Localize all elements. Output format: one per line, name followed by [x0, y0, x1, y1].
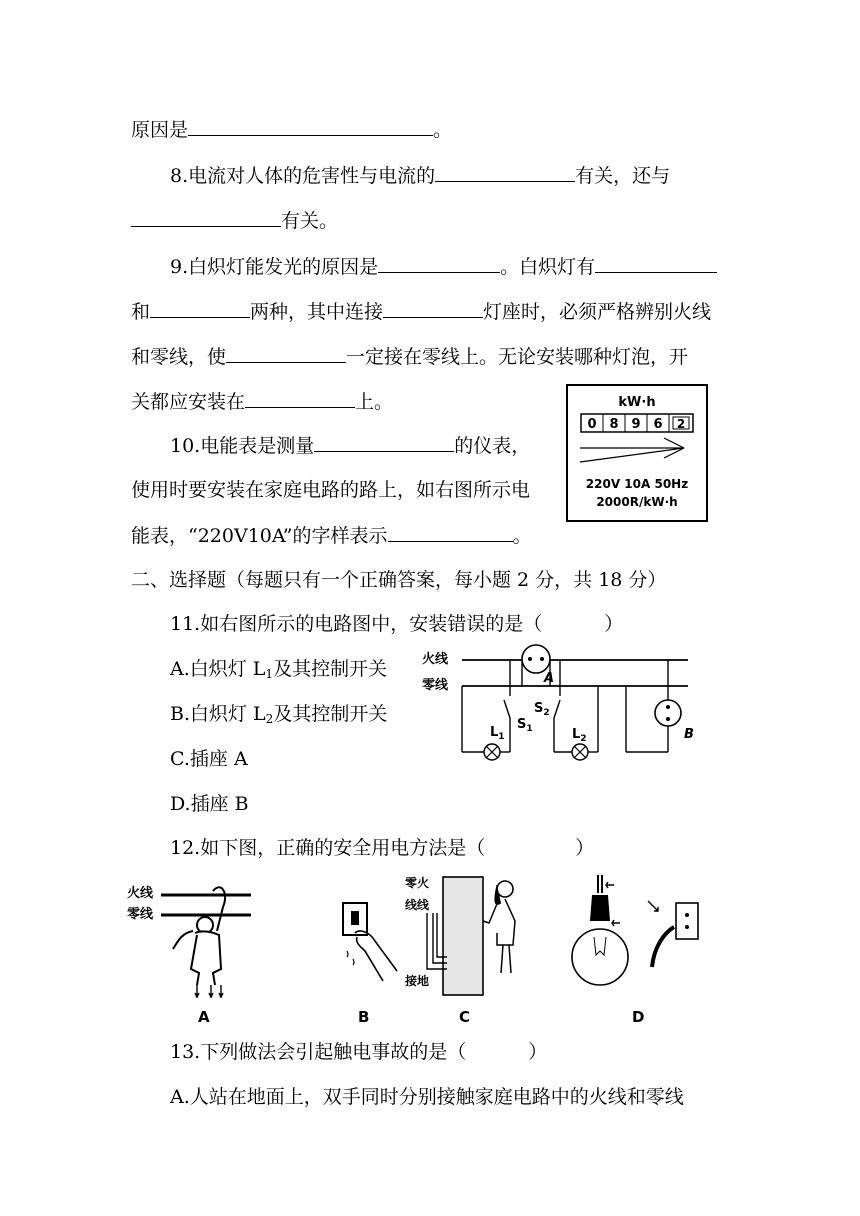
q9-text-g: 一定接在零线上。无论安装哪种灯泡，开	[346, 346, 689, 368]
q9-text-e: 灯座时，必须严格辨别火线	[483, 301, 712, 323]
switch-s2-icon	[554, 700, 560, 718]
q9-blank-3	[150, 299, 250, 318]
switch-s2-sub: 2	[543, 708, 550, 718]
socket-hole	[540, 657, 544, 661]
switch-s2-letter: S	[534, 701, 544, 716]
switch-s1-icon	[504, 700, 510, 718]
meter-spec-2: 2000R/kW·h	[596, 495, 678, 509]
q9-text-c: 和	[131, 301, 151, 323]
q9-blank-6	[245, 389, 355, 408]
socket-hole	[666, 705, 670, 709]
fig-d-socket-hole	[685, 925, 689, 929]
q11-stem-text: 11.如右图所示的电路图中，安装错误的是（	[170, 613, 543, 635]
meter-digit: 9	[631, 417, 641, 432]
lamp-l2-label	[572, 727, 587, 744]
q12-stem-close: ）	[575, 837, 595, 859]
socket-a-label: A	[544, 671, 555, 686]
q9-blank-5	[226, 344, 346, 363]
meter-digit: 8	[609, 417, 619, 432]
fig-d-arrow-icon	[612, 920, 620, 926]
q11-option-a-sub: 1	[265, 667, 274, 681]
q12-stem-text: 12.如下图，正确的安全用电方法是（	[170, 837, 486, 859]
q11-option-b-sub: 2	[265, 712, 274, 726]
fig-a-live-label: 火线	[127, 886, 154, 901]
q11-option-b-tail: 及其控制开关	[273, 703, 388, 725]
fig-c-woman-head	[497, 881, 513, 897]
q7-blank	[188, 117, 433, 136]
meter-unit: kW·h	[618, 395, 656, 410]
q11-stem-close: ）	[604, 613, 624, 635]
q9-text-b: 。白炽灯有	[500, 256, 596, 278]
q8-blank-2	[131, 208, 281, 227]
socket-hole	[528, 657, 532, 661]
fig-c-live-label: 零火	[405, 876, 430, 890]
fig-d-arrow-icon	[648, 901, 658, 911]
q9-blank-4	[383, 299, 483, 318]
q8-blank-1	[435, 163, 575, 182]
q8-text-b: 有关，还与	[575, 165, 671, 187]
circuit-diagram	[418, 640, 713, 775]
q10-line2: 使用时要安装在家庭电路的路上，如右图所示电	[131, 479, 531, 501]
q12-label-b: B	[358, 1008, 370, 1026]
q10-line1	[170, 433, 530, 458]
q9-line2	[131, 299, 711, 324]
fig-c-woman-body	[483, 899, 515, 973]
q8-line2	[131, 208, 338, 233]
q11-option-a	[170, 657, 387, 686]
fig-c-ground-label: 接地	[405, 974, 430, 988]
meter-digit: 2	[676, 417, 686, 431]
q11-option-d: D.插座 B	[170, 793, 249, 815]
lamp-l1-letter: L	[490, 725, 499, 740]
fig-d-socket-hole	[685, 913, 689, 917]
q10-text-c: 能表，“220V10A”的字样表示	[131, 525, 388, 547]
q10-text-a: 10.电能表是测量	[170, 435, 315, 457]
lamp-l1-label	[490, 725, 505, 742]
q13-stem-close: ）	[528, 1041, 548, 1063]
q8-text-a: 8.电流对人体的危害性与电流的	[170, 165, 436, 187]
fig-d-plug-cord	[652, 927, 674, 967]
q10-text-d: 。	[512, 525, 532, 547]
fig-a-current-arrows	[195, 985, 223, 997]
socket-b-icon	[655, 700, 681, 726]
q7-prefix: 原因是	[131, 119, 189, 141]
q13-stem	[170, 1040, 547, 1064]
q8-text-c: 有关。	[281, 210, 339, 232]
q13-option-a: A.人站在地面上，双手同时分别接触家庭电路中的火线和零线	[170, 1086, 684, 1108]
q7-line	[131, 117, 452, 142]
fig-d-arrow-icon	[606, 882, 614, 888]
q10-line3	[131, 523, 532, 548]
socket-a-icon	[522, 645, 550, 673]
q8-line1	[170, 163, 670, 188]
q12-label-a: A	[198, 1008, 210, 1026]
switch-s2-label	[534, 701, 550, 718]
fig-b-water-drops	[347, 951, 354, 965]
fig-c-appliance	[443, 877, 483, 995]
fig-a-body	[191, 931, 221, 985]
lamp-l2-letter: L	[572, 727, 581, 742]
q9-text-h: 关都应安装在	[131, 391, 246, 413]
q9-line4	[131, 389, 393, 414]
fig-b-switch-icon	[351, 911, 359, 925]
meter-digit: 6	[653, 417, 663, 432]
socket-hole	[666, 717, 670, 721]
circuit-live-label: 火线	[422, 652, 449, 667]
q12-figure-d	[568, 873, 703, 1005]
lamp-l1-sub: 1	[498, 732, 505, 742]
q11-option-c: C.插座 A	[170, 748, 248, 770]
q9-blank-1	[378, 254, 500, 273]
q12-stem	[170, 836, 594, 860]
q12-figure-b	[335, 885, 410, 990]
section-2-title: 二、选择题（每题只有一个正确答案，每小题 2 分，共 18 分）	[131, 569, 667, 591]
q7-suffix: 。	[433, 119, 453, 141]
switch-s1-letter: S	[517, 717, 527, 732]
circuit-neutral-label: 零线	[422, 678, 449, 693]
switch-s1-sub: 1	[526, 724, 533, 734]
q9-line1	[170, 254, 717, 279]
meter-spec-1: 220V 10A 50Hz	[585, 477, 689, 491]
q11-option-b-text: B.白炽灯 L	[170, 703, 266, 725]
q10-blank-1	[314, 433, 454, 452]
fig-d-wall-socket	[676, 903, 698, 939]
q9-text-d: 两种，其中连接	[250, 301, 384, 323]
q9-blank-2	[595, 254, 717, 273]
q9-line3	[131, 344, 688, 369]
q11-option-b	[170, 702, 387, 731]
q12-label-d: D	[632, 1008, 645, 1026]
fig-b-hand	[355, 931, 397, 981]
q9-text-a: 9.白炽灯能发光的原因是	[170, 256, 379, 278]
fig-c-line-label: 线线	[405, 898, 430, 912]
meter-digit: 0	[587, 417, 597, 432]
q9-text-i: 上。	[355, 391, 394, 413]
q10-text-b: 的仪表，	[454, 435, 531, 457]
q11-option-a-tail: 及其控制开关	[273, 658, 388, 680]
fig-d-bulb	[572, 929, 628, 985]
q12-label-c: C	[459, 1008, 471, 1026]
socket-b-label: B	[684, 727, 694, 742]
lamp-l2-sub: 2	[580, 734, 587, 744]
energy-meter-figure	[566, 384, 708, 522]
q12-figure-a	[125, 873, 255, 1003]
q9-text-f: 和零线，使	[131, 346, 227, 368]
q11-option-a-text: A.白炽灯 L	[170, 658, 266, 680]
fig-d-lamp-holder	[590, 895, 610, 921]
q10-blank-2	[388, 523, 513, 542]
switch-s1-label	[517, 717, 533, 734]
q11-stem	[170, 612, 623, 636]
q12-figure-c	[405, 873, 535, 1003]
q13-stem-text: 13.下列做法会引起触电事故的是（	[170, 1041, 467, 1063]
fig-a-neutral-label: 零线	[127, 907, 154, 922]
